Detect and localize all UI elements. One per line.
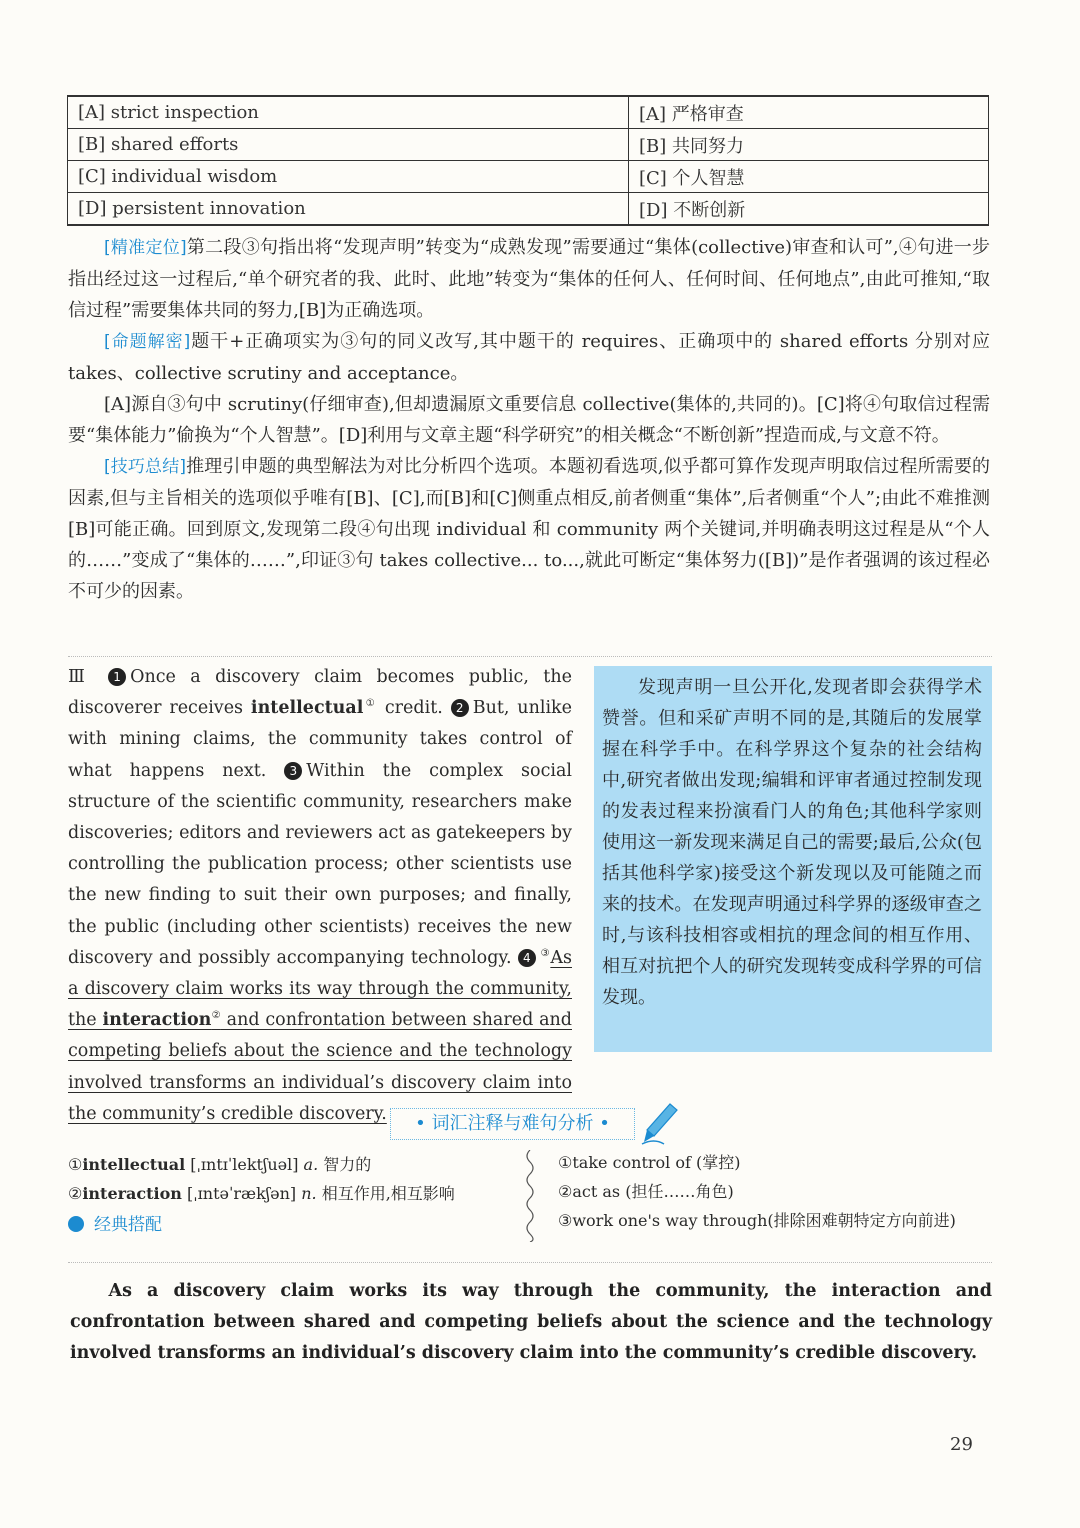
analysis-paragraph xyxy=(68,232,990,326)
sentence: Within the complex social structure of the scientific community, researchers make discoveries; editors and reviewers act as gatekeepers by controlling the publication process; other scientists use the new finding to suit their own purposes; and finally, the public (including other scientists) receives the new discovery and possibly accompanying technology. xyxy=(68,760,572,968)
analysis-paragraph xyxy=(68,389,990,451)
options-table xyxy=(67,95,989,226)
sentence-number: 4 xyxy=(518,949,536,967)
sentence: Once a discovery claim becomes public, the discoverer receives xyxy=(68,667,572,719)
option-zh: [B] 共同努力 xyxy=(629,129,989,161)
table-row xyxy=(68,193,989,226)
collocation-item: ②act as (担任……角色) xyxy=(558,1182,734,1201)
pen-icon xyxy=(640,1102,680,1146)
paragraph-text: 题干+正确项实为③句的同义改写,其中题干的 requires、正确项中的 shared efforts 分别对应 takes、collective scrutiny and acceptance。 xyxy=(68,331,990,384)
collocation-item: ③work one's way through(排除困难朝特定方向前进) xyxy=(558,1211,956,1230)
option-en: [C] individual wisdom xyxy=(68,161,629,193)
footnote-mark: ① xyxy=(363,698,377,710)
section-tag: [命题解密] xyxy=(104,332,191,352)
paragraph-text: [A]源自③句中 scrutiny(仔细审查),但却遗漏原文重要信息 collective(集体的,共同的)。[C]将④句取信过程需要“集体能力”偷换为“个人智慧”。[D]利用与文章主题“科学研究”的相关概念“不断创新”捏造而成,与文意不符。 xyxy=(68,394,990,446)
paragraph-text: 推理引申题的典型解法为对比分析四个选项。本题初看选项,似乎都可算作发现声明取信过程所需要的因素,但与主旨相关的选项似乎唯有[B]、[C],而[B]和[C]侧重点相反,前者侧重“集体”,后者侧重“个人”;由此不难推测[B]可能正确。回到原文,发现第二段④句出现 individual 和 community 两个关键词,并明确表明这过程是从“个人的……”变成了“集体的……”,印证③句 takes collective... to...,就此可断定“集体努力([B])”是作者强调的该过程必不可少的因素。 xyxy=(68,456,990,602)
dotted-divider xyxy=(68,656,992,657)
vocab-word: interaction xyxy=(102,1010,212,1031)
table-row xyxy=(68,96,989,129)
vocab-phonetic: [ˌɪntɪˈlektʃuəl] xyxy=(185,1155,304,1174)
dotted-divider xyxy=(68,1262,992,1263)
vocab-section-heading: • 词汇注释与难句分析 • xyxy=(390,1108,635,1140)
option-zh: [A] 严格审查 xyxy=(629,96,989,129)
passage-text xyxy=(68,662,572,1130)
sentence-number: 2 xyxy=(451,699,469,717)
footnote-mark: ② xyxy=(211,1010,221,1022)
vocab-definition: 智力的 xyxy=(318,1155,372,1174)
vocab-notes xyxy=(68,1150,455,1240)
vocab-number: ① xyxy=(68,1155,83,1174)
paragraph-roman-numeral: Ⅲ xyxy=(68,667,94,687)
collocation-title: 经典搭配 xyxy=(94,1215,162,1235)
table-row xyxy=(68,161,989,193)
vocab-pos: a. xyxy=(303,1155,319,1174)
page-number: 29 xyxy=(950,1434,973,1455)
option-zh: [C] 个人智慧 xyxy=(629,161,989,193)
sentence: As a discovery claim works its way through the community, the xyxy=(68,947,572,1031)
option-en: [A] strict inspection xyxy=(68,96,629,129)
analysis-paragraph xyxy=(68,451,990,607)
difficult-sentence xyxy=(68,948,572,1124)
sentence: and confrontation between shared and competing beliefs about the science and the technology involved transforms an individual’s discovery claim into the community’s credible discovery. xyxy=(68,1010,572,1124)
translation-text: 发现声明一旦公开化,发现者即会获得学术赞誉。但和采矿声明不同的是,其随后的发展掌握在科学手中。在科学界这个复杂的社会结构中,研究者做出发现;编辑和评审者通过控制发现的发表过程来扮演看门人的角色;其他科学家则使用这一新发现来满足自己的需要;最后,公众(包括其他科学家)接受这个新发现以及可能随之而来的技术。在发现声明通过科学界的逐级审查之时,与该科技相容或相抗的理念间的相互作用、相互对抗把个人的研究发现转变成科学界的可信发现。 xyxy=(602,677,982,1008)
difficult-sentence-analysis: As a discovery claim works its way through the community, the interaction and confrontation between shared and competing beliefs about the science and the technology involved transforms an individual’s discovery claim into the community’s credible discovery. xyxy=(70,1281,992,1363)
vocab-number: ② xyxy=(68,1184,83,1203)
sentence: But, unlike with mining claims, the community takes control of what happens next. xyxy=(68,698,573,781)
vocab-definition: 相互作用,相互影响 xyxy=(316,1184,455,1203)
analysis-section xyxy=(68,232,990,607)
vocab-word: intellectual xyxy=(250,698,364,719)
sentence: credit. xyxy=(377,698,443,719)
section-tag: [技巧总结] xyxy=(104,457,186,477)
option-en: [D] persistent innovation xyxy=(68,193,629,226)
bullet-icon xyxy=(68,1216,84,1232)
collocation-heading xyxy=(68,1210,455,1240)
table-row xyxy=(68,129,989,161)
option-en: [B] shared efforts xyxy=(68,129,629,161)
vocab-item xyxy=(68,1150,455,1179)
collocation-list xyxy=(558,1148,956,1235)
wavy-divider-icon xyxy=(522,1150,538,1242)
paragraph-text: 第二段③句指出将“发现声明”转变为“成熟发现”需要通过“集体(collective)审查和认可”,④句进一步指出经过这一过程后,“单个研究者的我、此时、此地”转变为“集体的任何人、任何时间、任何地点”,由此可推知,“取信过程”需要集体共同的努力,[B]为正确选项。 xyxy=(68,237,990,321)
vocab-phonetic: [ˌɪntəˈrækʃən] xyxy=(181,1184,302,1203)
option-zh: [D] 不断创新 xyxy=(629,193,989,226)
translation-box xyxy=(594,666,992,1052)
sentence-number: 1 xyxy=(108,668,126,686)
vocab-word: interaction xyxy=(82,1184,182,1203)
footnote-mark: ③ xyxy=(539,948,551,959)
vocab-item xyxy=(68,1179,455,1208)
collocation-item: ①take control of (掌控) xyxy=(558,1153,741,1172)
vocab-word: intellectual xyxy=(82,1155,186,1174)
section-tag: [精准定位] xyxy=(104,238,187,258)
vocab-pos: n. xyxy=(301,1184,317,1203)
sentence-number: 3 xyxy=(284,762,302,780)
analysis-paragraph xyxy=(68,326,990,389)
